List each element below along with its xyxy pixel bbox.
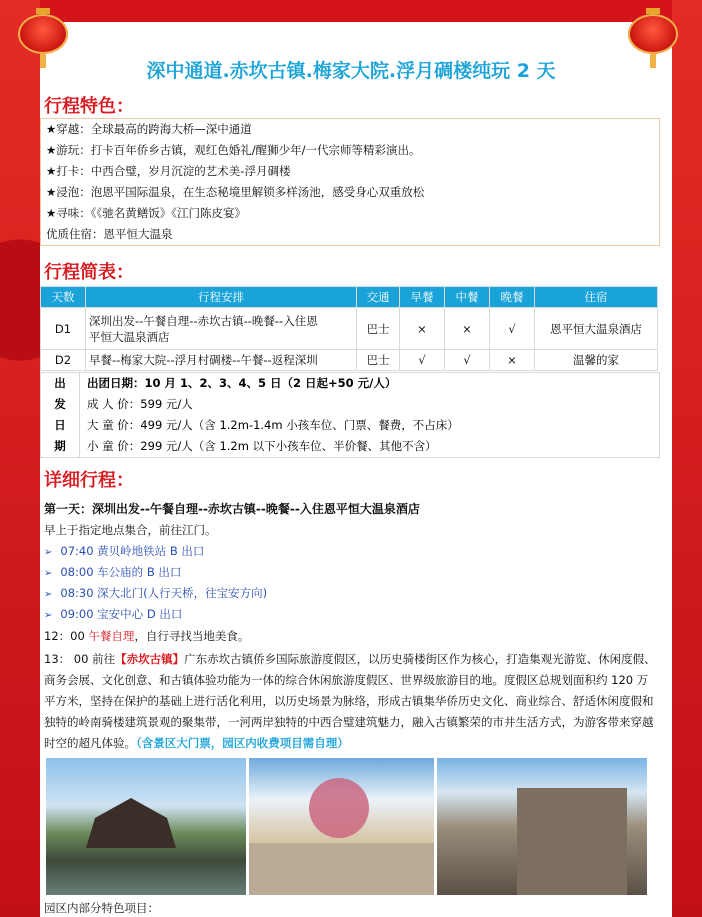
page-title: 深中通道.赤坎古镇.梅家大院.浮月碉楼纯玩 2 天 [146,60,556,82]
cell-dinner: √ [490,308,535,350]
red-border-left [0,0,40,917]
label-char: 出 [54,376,66,390]
adult-price: 成 人 价：599 元/人 [87,397,193,411]
visit-time: 13： 00 前往 [44,652,116,666]
arrow-icon: ➢ [44,547,53,558]
photo-old-street [437,758,647,895]
photo-chikan-waterfront [46,758,246,895]
section-features-heading: 行程特色： [44,96,134,117]
column-header: 住宿 [535,287,658,308]
lunch-rest: ，自行寻找当地美食。 [134,629,250,643]
pickup-item [44,543,204,559]
pickup-item [44,564,181,580]
cell-day: D1 [41,308,86,350]
label-char: 日 [54,418,66,432]
cell-plan [86,308,357,350]
lunch-line [44,628,249,644]
feature-line: ★游玩：打卡百年侨乡古镇，观红色婚礼/醒狮少年/一代宗师等精彩演出。 [46,143,421,157]
feature-line: 优质住宿：恩平恒大温泉 [46,227,173,241]
column-header: 天数 [41,287,86,308]
column-header: 早餐 [400,287,445,308]
feature-line: ★寻味：《《驰名黄鳝饭》《江门陈皮宴》 [46,206,247,220]
features-box [40,118,660,246]
section-schedule-heading: 行程简表： [44,262,134,283]
visit-text: 广东赤坎古镇侨乡国际旅游度假区，以历史骑楼街区作为核心，打造集观光游览、休闲度假、商务会展、文化创意、和古镇体验功能为一体的综合休闲旅游度假区、世界级旅游目的地。度假区总规划面积约 120 万平方米，坚持在保护的基础上进行活化利用，以历史场景为脉络，形成古镇集华侨历史文化、商业综合、舒适休闲度假和独特的岭南骑楼建筑景观的聚集带，一河两岸独特的中西合璧建筑魅力，融入古镇繁荣的市井生活方式，为游客带来穿越时空的超凡体验。 [44,652,656,750]
price-box [40,372,660,458]
day1-intro: 早上于指定地点集合，前往江门。 [44,523,217,537]
lantern-icon [628,14,678,54]
pickup-item [44,606,182,622]
pickup-text: 08:30 深大北门(人行天桥，往宝安方向) [60,586,268,600]
cell-breakfast: √ [400,350,445,371]
arrow-icon: ➢ [44,568,53,579]
feature-line: ★浸泡：泡恩平国际温泉，在生态秘境里解锁多样汤池，感受身心双重放松 [46,185,425,199]
cell-hotel: 恩平恒大温泉酒店 [535,308,658,350]
table-row [41,350,658,371]
plan-line: 深圳出发--午餐自理--赤坎古镇--晚餐--入住恩 [89,313,318,328]
cell-dinner: × [490,350,535,371]
cell-lunch: √ [445,350,490,371]
pickup-item [44,585,267,601]
visit-place: 【赤坎古镇】 [115,652,185,666]
visit-paragraph [44,649,656,754]
red-border-right [672,0,702,917]
cell-hotel: 温馨的家 [535,350,658,371]
column-header: 交通 [357,287,400,308]
feature-line: ★穿越：全球最高的跨海大桥—深中通道 [46,122,252,136]
departure-label [41,373,80,457]
park-label: 园区内部分特色项目： [44,901,159,915]
photo-arcade-building [249,758,434,895]
schedule-table [40,286,658,371]
label-char: 期 [54,439,66,453]
cell-lunch: × [445,308,490,350]
lunch-label: 午餐自理 [88,629,135,643]
column-header: 晚餐 [490,287,535,308]
label-char: 发 [54,397,66,411]
cell-breakfast: × [400,308,445,350]
pickup-text: 07:40 黄贝岭地铁站 B 出口 [60,544,205,558]
table-header-row [41,287,658,308]
day1-heading: 第一天：深圳出发--午餐自理--赤坎古镇--晚餐--入住恩平恒大温泉酒店 [44,502,420,516]
column-header: 行程安排 [86,287,357,308]
lantern-icon [18,14,68,54]
cell-transport: 巴士 [357,308,400,350]
pickup-text: 08:00 车公庙的 B 出口 [60,565,182,579]
big-child-price: 大 童 价：499 元/人（含 1.2m-1.4m 小孩车位、门票、餐费，不占床） [87,418,459,432]
feature-line: ★打卡：中西合璧，岁月沉淀的艺术美-浮月碉楼 [46,164,291,178]
small-child-price: 小 童 价：299 元/人（含 1.2m 以下小孩车位、半价餐、其他不含） [87,439,437,453]
visit-note: （含景区大门票，园区内收费项目需自理） [136,736,349,750]
cell-transport: 巴士 [357,350,400,371]
arrow-icon: ➢ [44,610,53,621]
column-header: 中餐 [445,287,490,308]
cell-plan: 早餐--梅家大院--浮月村碉楼--午餐--返程深圳 [86,350,357,371]
section-detail-heading: 详细行程： [44,470,134,491]
arrow-icon: ➢ [44,589,53,600]
plan-line: 平恒大温泉酒店 [89,329,170,344]
price-rows [87,373,659,457]
cell-day: D2 [41,350,86,371]
table-row [41,308,658,350]
pickup-text: 09:00 宝安中心 D 出口 [60,607,183,621]
lunch-time: 12：00 [44,629,85,643]
departure-dates: 出团日期：10 月 1、2、3、4、5 日（2 日起+50 元/人） [87,376,397,390]
